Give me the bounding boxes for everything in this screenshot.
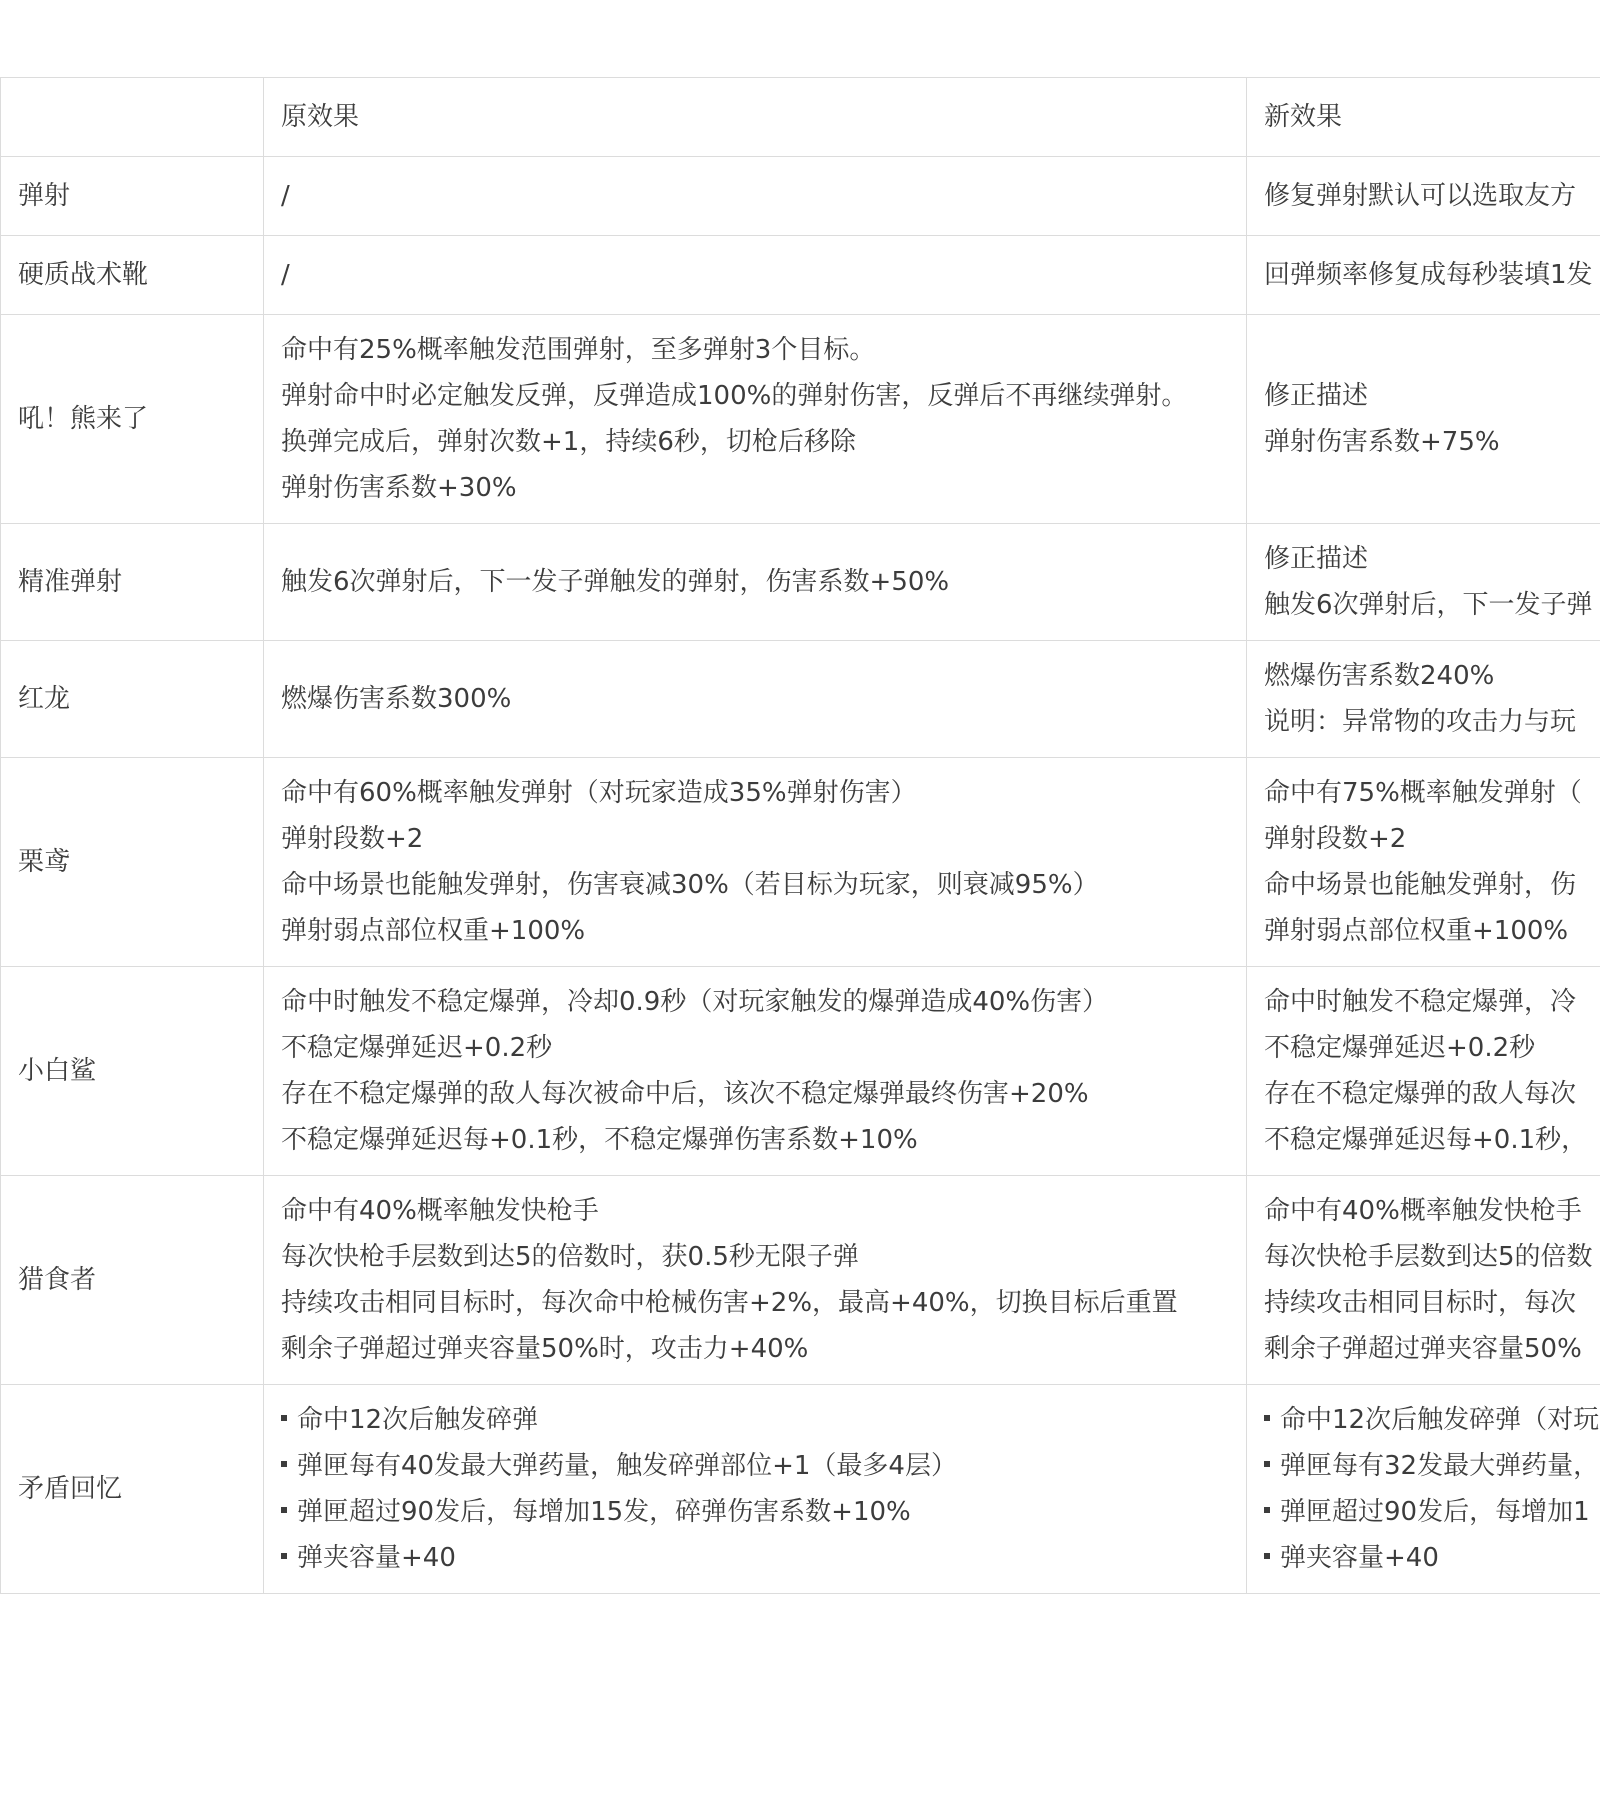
- new-effect-bullet-item: [1264, 1489, 1600, 1535]
- old-effect-bullet-text: 弹匣超过90发后，每增加15发，碎弹伤害系数+10%: [297, 1497, 911, 1527]
- old-effect-cell: [264, 157, 1247, 236]
- old-effect-bullet-item: [281, 1397, 1229, 1443]
- old-effect-cell: [264, 1385, 1247, 1594]
- new-effect-line: 剩余子弹超过弹夹容量50%: [1264, 1334, 1582, 1364]
- old-effect-cell: [264, 524, 1247, 641]
- old-effect-cell: [264, 758, 1247, 967]
- new-effect-cell: [1247, 641, 1600, 758]
- bullet-icon: [1264, 1461, 1270, 1467]
- new-effect-line: 不稳定爆弹延迟+0.2秒: [1264, 1033, 1536, 1063]
- new-effect-cell: [1247, 236, 1600, 315]
- old-effect-line: 每次快枪手层数到达5的倍数时，获0.5秒无限子弹: [281, 1242, 859, 1272]
- row-name-cell: 红龙: [1, 641, 264, 758]
- old-effect-line: 弹射伤害系数+30%: [281, 473, 517, 503]
- new-effect-cell: [1247, 1385, 1600, 1594]
- row-name-cell: 栗鸢: [1, 758, 264, 967]
- old-effect-bullet-item: [281, 1443, 1229, 1489]
- bullet-icon: [281, 1415, 287, 1421]
- row-name-cell: 猎食者: [1, 1176, 264, 1385]
- old-effect-line: 持续攻击相同目标时，每次命中枪械伤害+2%，最高+40%，切换目标后重置: [281, 1288, 1178, 1318]
- old-effect-cell: [264, 236, 1247, 315]
- old-effect-line: /: [281, 181, 290, 211]
- new-effect-bullet-text: 命中12次后触发碎弹（对玩: [1280, 1405, 1600, 1435]
- row-name-cell: 吼！熊来了: [1, 315, 264, 524]
- old-effect-line: 燃爆伤害系数300%: [281, 684, 512, 714]
- old-effect-cell: [264, 315, 1247, 524]
- table-row: [1, 315, 1600, 524]
- old-effect-line: 剩余子弹超过弹夹容量50%时，攻击力+40%: [281, 1334, 809, 1364]
- table-row: [1, 236, 1600, 315]
- new-effect-line: 修正描述: [1264, 544, 1369, 574]
- old-effect-line: 命中时触发不稳定爆弹，冷却0.9秒（对玩家触发的爆弹造成40%伤害）: [281, 987, 1109, 1017]
- old-effect-bullet-item: [281, 1535, 1229, 1581]
- new-effect-line: 修复弹射默认可以选取友方: [1264, 181, 1577, 211]
- new-effect-line: 弹射伤害系数+75%: [1264, 427, 1500, 457]
- old-effect-bullet-text: 弹夹容量+40: [297, 1543, 456, 1573]
- bullet-icon: [281, 1507, 287, 1513]
- new-effect-cell: [1247, 315, 1600, 524]
- bullet-icon: [281, 1553, 287, 1559]
- new-effect-line: 弹射段数+2: [1264, 824, 1407, 854]
- new-effect-line: 不稳定爆弹延迟每+0.1秒，: [1264, 1125, 1588, 1155]
- row-name-cell: 矛盾回忆: [1, 1385, 264, 1594]
- new-effect-line: 命中场景也能触发弹射，伤: [1264, 870, 1577, 900]
- bullet-icon: [1264, 1415, 1270, 1421]
- new-effect-line: 命中时触发不稳定爆弹，冷: [1264, 987, 1577, 1017]
- row-name-cell: 精准弹射: [1, 524, 264, 641]
- old-effect-cell: [264, 641, 1247, 758]
- new-effect-line: 修正描述: [1264, 381, 1369, 411]
- old-effect-line: 存在不稳定爆弹的敌人每次被命中后，该次不稳定爆弹最终伤害+20%: [281, 1079, 1089, 1109]
- new-effect-bullet-item: [1264, 1535, 1600, 1581]
- old-effect-line: 命中有40%概率触发快枪手: [281, 1196, 599, 1226]
- table-row: [1, 967, 1600, 1176]
- new-effect-bullet-item: [1264, 1397, 1600, 1443]
- new-effect-line: 说明：异常物的攻击力与玩: [1264, 707, 1577, 737]
- old-effect-line: 命中有60%概率触发弹射（对玩家造成35%弹射伤害）: [281, 778, 917, 808]
- new-effect-bullet-text: 弹匣超过90发后，每增加1: [1280, 1497, 1590, 1527]
- table-header-row: [1, 78, 1600, 157]
- bullet-icon: [1264, 1507, 1270, 1513]
- row-name-cell: 硬质战术靴: [1, 236, 264, 315]
- old-effect-line: 命中场景也能触发弹射，伤害衰减30%（若目标为玩家，则衰减95%）: [281, 870, 1099, 900]
- old-effect-cell: [264, 1176, 1247, 1385]
- row-name-cell: 小白鲨: [1, 967, 264, 1176]
- new-effect-line: 命中有40%概率触发快枪手: [1264, 1196, 1582, 1226]
- new-effect-line: 存在不稳定爆弹的敌人每次: [1264, 1079, 1577, 1109]
- new-effect-cell: [1247, 967, 1600, 1176]
- old-effect-line: /: [281, 260, 290, 290]
- header-cell-old-effect: 原效果: [264, 78, 1247, 157]
- header-cell-new-effect: 新效果: [1247, 78, 1600, 157]
- old-effect-bullet-text: 命中12次后触发碎弹: [297, 1405, 539, 1435]
- old-effect-line: 不稳定爆弹延迟每+0.1秒，不稳定爆弹伤害系数+10%: [281, 1125, 918, 1155]
- table-row: [1, 641, 1600, 758]
- new-effect-line: 回弹频率修复成每秒装填1发: [1264, 260, 1593, 290]
- row-name-cell: 弹射: [1, 157, 264, 236]
- table-row: [1, 157, 1600, 236]
- old-effect-line: 换弹完成后，弹射次数+1，持续6秒，切枪后移除: [281, 427, 856, 457]
- new-effect-line: 持续攻击相同目标时，每次: [1264, 1288, 1577, 1318]
- old-effect-line: 触发6次弹射后，下一发子弹触发的弹射，伤害系数+50%: [281, 567, 950, 597]
- bullet-icon: [1264, 1553, 1270, 1559]
- table-row: [1, 1385, 1600, 1594]
- old-effect-line: 弹射弱点部位权重+100%: [281, 916, 586, 946]
- old-effect-line: 不稳定爆弹延迟+0.2秒: [281, 1033, 553, 1063]
- new-effect-bullet-text: 弹匣每有32发最大弹药量，: [1280, 1451, 1600, 1481]
- old-effect-line: 弹射段数+2: [281, 824, 424, 854]
- new-effect-bullet-text: 弹夹容量+40: [1280, 1543, 1439, 1573]
- new-effect-line: 触发6次弹射后，下一发子弹: [1264, 590, 1593, 620]
- old-effect-line: 弹射命中时必定触发反弹，反弹造成100%的弹射伤害，反弹后不再继续弹射。: [281, 381, 1188, 411]
- new-effect-cell: [1247, 157, 1600, 236]
- table-row: [1, 1176, 1600, 1385]
- old-effect-cell: [264, 967, 1247, 1176]
- patch-notes-table-container: [0, 77, 1600, 1594]
- patch-notes-table: [0, 77, 1600, 1594]
- old-effect-line: 命中有25%概率触发范围弹射，至多弹射3个目标。: [281, 335, 876, 365]
- table-row: [1, 758, 1600, 967]
- new-effect-cell: [1247, 758, 1600, 967]
- new-effect-cell: [1247, 1176, 1600, 1385]
- table-row: [1, 524, 1600, 641]
- new-effect-cell: [1247, 524, 1600, 641]
- old-effect-bullet-item: [281, 1489, 1229, 1535]
- old-effect-bullet-text: 弹匣每有40发最大弹药量，触发碎弹部位+1（最多4层）: [297, 1451, 957, 1481]
- new-effect-line: 命中有75%概率触发弹射（: [1264, 778, 1582, 808]
- bullet-icon: [281, 1461, 287, 1467]
- new-effect-bullet-item: [1264, 1443, 1600, 1489]
- new-effect-line: 弹射弱点部位权重+100%: [1264, 916, 1569, 946]
- new-effect-line: 每次快枪手层数到达5的倍数: [1264, 1242, 1593, 1272]
- new-effect-line: 燃爆伤害系数240%: [1264, 661, 1495, 691]
- header-cell-name: [1, 78, 264, 157]
